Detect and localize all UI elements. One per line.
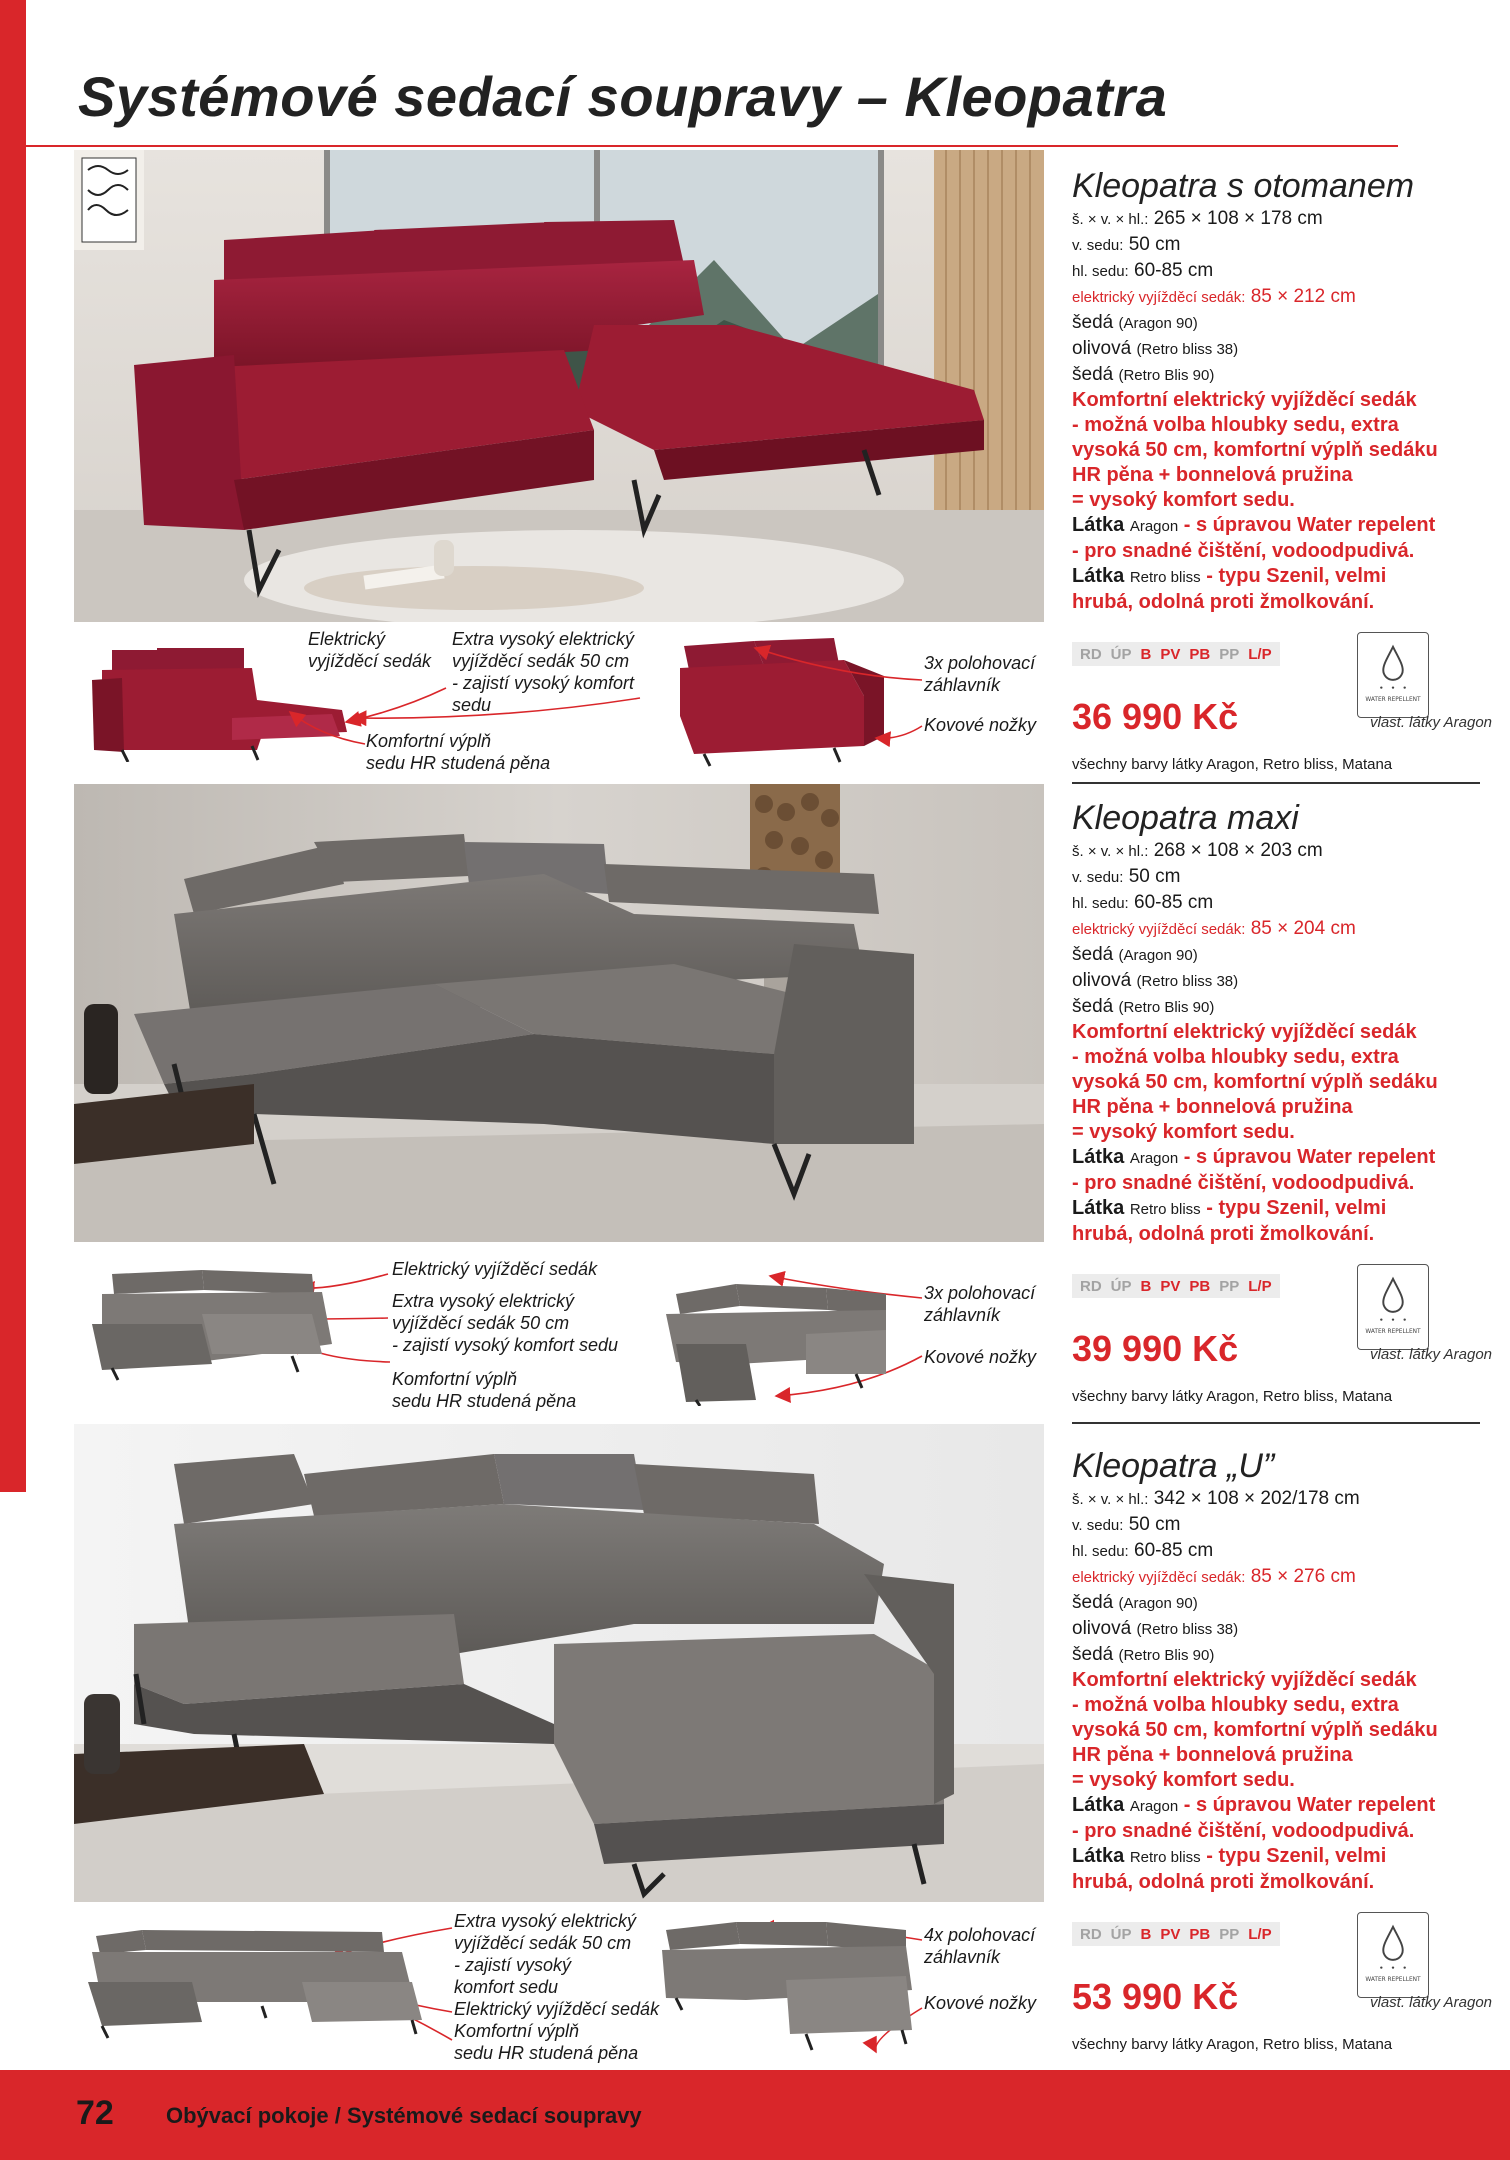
callout-metal-legs: Kovové nožky bbox=[924, 1993, 1037, 2013]
seat-height-value: 50 cm bbox=[1128, 866, 1181, 887]
price: 53 990 Kč bbox=[1072, 1976, 1239, 2017]
code-l-p: L/P bbox=[1248, 1925, 1272, 1943]
title-rule bbox=[26, 145, 1398, 147]
callout-extra-high-seat: Extra vysoký elektrický vyjížděcí sedák 50 cm - zajistí vysoký komfort sedu bbox=[392, 1291, 619, 1355]
code-pv: PV bbox=[1160, 1277, 1181, 1295]
code-úp: ÚP bbox=[1110, 1277, 1132, 1295]
product-photo-kleopatra-u bbox=[74, 1424, 1044, 1902]
section-divider bbox=[1072, 782, 1480, 784]
availability-codes bbox=[1072, 1922, 1280, 1946]
color-name: šedá bbox=[1072, 944, 1114, 965]
availability-codes bbox=[1072, 1274, 1280, 1298]
thumb-u-left bbox=[82, 1922, 430, 2040]
callout-metal-legs: Kovové nožky bbox=[924, 715, 1037, 735]
product-photo-kleopatra-maxi bbox=[74, 784, 1044, 1242]
own-fabric-note: vlast. látky Aragon bbox=[1370, 1994, 1492, 2011]
electric-seat-value: 85 × 212 cm bbox=[1250, 286, 1356, 307]
section-divider bbox=[1072, 1422, 1480, 1424]
code-pb: PB bbox=[1189, 1925, 1211, 1943]
water-repellent-badge bbox=[1357, 632, 1429, 718]
all-colors-note: všechny barvy látky Aragon, Retro bliss, Matana bbox=[1072, 1388, 1393, 1405]
product-description: Komfortní elektrický vyjížděcí sedák - možná volba hloubky sedu, extra vysoká 50 cm, komfortní výplň sedáku HR pěna + bonnelová pružina = vysoký komfort sedu. bbox=[1072, 1021, 1438, 1143]
spec-kleopatra-otoman: Kleopatra s otomanem š. × v. × hl.: 265 × 108 × 178 cm v. sedu: 50 cm hl. sedu: 60-85 cm elektrický vyjížděcí sedák: 85 × 212 cm šedá (Aragon 90) olivová (Retro bliss 38) šedá (Retro Blis 90) Komfortní elektrický vyjížděcí sedák - možná volba hloubky sedu, extra vysoká 50 cm, komfortní výplň sedáku HR pěna + bonnelová pružina = vysoký komfort sedu. Látka Aragon - s úpravou Water repelent - pro snadné čištění, vodoodpudivá. Látka Retro bliss - typu Szenil, velmi hrubá, odolná proti žmolkování. bbox=[1072, 166, 1492, 615]
water-repellent-badge bbox=[1357, 1912, 1429, 1998]
availability-codes bbox=[1072, 642, 1280, 666]
thumb-maxi-left bbox=[82, 1264, 344, 1382]
callout-headrests: 3x polohovací záhlavník bbox=[924, 653, 1036, 695]
code-pp: PP bbox=[1219, 1925, 1240, 1943]
dims-value: 268 × 108 × 203 cm bbox=[1153, 840, 1323, 861]
price-block-maxi bbox=[1072, 1274, 1492, 1424]
code-pb: PB bbox=[1189, 1277, 1211, 1295]
water-repellent-badge bbox=[1357, 1264, 1429, 1350]
water-drop-icon bbox=[1383, 1279, 1402, 1312]
all-colors-note: všechny barvy látky Aragon, Retro bliss, Matana bbox=[1072, 756, 1393, 773]
callout-electric-seat: Elektrický vyjížděcí sedák bbox=[392, 1259, 598, 1279]
color-name: olivová bbox=[1072, 970, 1132, 991]
seat-height-value: 50 cm bbox=[1128, 234, 1181, 255]
thumb-maxi-right bbox=[656, 1264, 896, 1406]
callout-headrests: 3x polohovací záhlavník bbox=[924, 1283, 1036, 1325]
seat-depth-value: 60-85 cm bbox=[1134, 260, 1214, 281]
own-fabric-note: vlast. látky Aragon bbox=[1370, 714, 1492, 731]
code-pv: PV bbox=[1160, 645, 1181, 663]
electric-seat-value: 85 × 276 cm bbox=[1250, 1566, 1356, 1587]
code-rd: RD bbox=[1080, 1925, 1102, 1943]
color-name: olivová bbox=[1072, 1618, 1132, 1639]
product-description: Komfortní elektrický vyjížděcí sedák - možná volba hloubky sedu, extra vysoká 50 cm, komfortní výplň sedáku HR pěna + bonnelová pružina = vysoký komfort sedu. bbox=[1072, 1669, 1438, 1791]
spec-kleopatra-u: Kleopatra „U” š. × v. × hl.: 342 × 108 × 202/178 cm v. sedu: 50 cm hl. sedu: 60-85 cm elektrický vyjížděcí sedák: 85 × 276 cm šedá (Aragon 90) olivová (Retro bliss 38) šedá (Retro Blis 90) Komfortní elektrický vyjížděcí sedák - možná volba hloubky sedu, extra vysoká 50 cm, komfortní výplň sedáku HR pěna + bonnelová pružina = vysoký komfort sedu. Látka Aragon - s úpravou Water repelent - pro snadné čištění, vodoodpudivá. Látka Retro bliss - typu Szenil, velmi hrubá, odolná proti žmolkování. bbox=[1072, 1446, 1492, 1895]
price: 36 990 Kč bbox=[1072, 696, 1239, 737]
thumb-otoman-right bbox=[674, 636, 888, 768]
svg-text:WATER REPELLENT: WATER REPELLENT bbox=[1365, 1329, 1421, 1336]
callout-comfort-filling: Komfortní výplň sedu HR studená pěna bbox=[454, 2021, 639, 2063]
code-l-p: L/P bbox=[1248, 645, 1272, 663]
callout-electric-seat: Elektrický vyjížděcí sedák bbox=[454, 1999, 660, 2019]
page-title: Systémové sedací soupravy – Kleopatra bbox=[78, 65, 1168, 128]
code-pp: PP bbox=[1219, 1277, 1240, 1295]
svg-text:WATER REPELLENT: WATER REPELLENT bbox=[1365, 1977, 1421, 1984]
code-rd: RD bbox=[1080, 645, 1102, 663]
color-name: šedá bbox=[1072, 1644, 1114, 1665]
page-number: 72 bbox=[76, 2094, 114, 2132]
product-name: Kleopatra s otomanem bbox=[1072, 167, 1415, 205]
product-name: Kleopatra maxi bbox=[1072, 799, 1299, 837]
code-úp: ÚP bbox=[1110, 1925, 1132, 1943]
dims-value: 265 × 108 × 178 cm bbox=[1153, 208, 1323, 229]
price-block-otoman bbox=[1072, 642, 1492, 792]
electric-seat-value: 85 × 204 cm bbox=[1250, 918, 1356, 939]
footer-section-title: Obývací pokoje / Systémové sedací soupravy bbox=[166, 2103, 642, 2128]
callout-comfort-filling: Komfortní výplň sedu HR studená pěna bbox=[366, 731, 551, 773]
color-name: šedá bbox=[1072, 996, 1114, 1017]
code-pp: PP bbox=[1219, 645, 1240, 663]
seat-height-value: 50 cm bbox=[1128, 1514, 1181, 1535]
left-accent-bar bbox=[0, 0, 26, 1492]
callout-electric-seat: Elektrický vyjížděcí sedák bbox=[308, 629, 432, 671]
code-b: B bbox=[1140, 1925, 1152, 1943]
thumb-u-right bbox=[656, 1910, 918, 2056]
water-drop-icon bbox=[1383, 647, 1402, 680]
color-name: šedá bbox=[1072, 1592, 1114, 1613]
callout-extra-high-seat: Extra vysoký elektrický vyjížděcí sedák 50 cm - zajistí vysoký komfort sedu bbox=[452, 629, 635, 715]
product-photo-kleopatra-otoman bbox=[74, 150, 1044, 622]
svg-text:WATER REPELLENT: WATER REPELLENT bbox=[1365, 697, 1421, 704]
code-rd: RD bbox=[1080, 1277, 1102, 1295]
callout-comfort-filling: Komfortní výplň sedu HR studená pěna bbox=[392, 1369, 577, 1411]
color-name: šedá bbox=[1072, 312, 1114, 333]
dims-value: 342 × 108 × 202/178 cm bbox=[1153, 1488, 1360, 1509]
water-drop-icon bbox=[1383, 1927, 1402, 1960]
code-pb: PB bbox=[1189, 645, 1211, 663]
seat-depth-value: 60-85 cm bbox=[1134, 892, 1214, 913]
code-b: B bbox=[1140, 645, 1152, 663]
callout-metal-legs: Kovové nožky bbox=[924, 1347, 1037, 1367]
price: 39 990 Kč bbox=[1072, 1328, 1239, 1369]
color-name: olivová bbox=[1072, 338, 1132, 359]
code-pv: PV bbox=[1160, 1925, 1181, 1943]
own-fabric-note: vlast. látky Aragon bbox=[1370, 1346, 1492, 1363]
code-úp: ÚP bbox=[1110, 645, 1132, 663]
code-b: B bbox=[1140, 1277, 1152, 1295]
all-colors-note: všechny barvy látky Aragon, Retro bliss, Matana bbox=[1072, 2036, 1393, 2053]
color-name: šedá bbox=[1072, 364, 1114, 385]
thumb-otoman-left bbox=[82, 640, 360, 762]
callout-extra-high-seat: Extra vysoký elektrický vyjížděcí sedák 50 cm - zajistí vysoký komfort sedu bbox=[454, 1911, 637, 1997]
code-l-p: L/P bbox=[1248, 1277, 1272, 1295]
product-name: Kleopatra „U” bbox=[1072, 1447, 1275, 1485]
product-description: Komfortní elektrický vyjížděcí sedák - možná volba hloubky sedu, extra vysoká 50 cm, komfortní výplň sedáku HR pěna + bonnelová pružina = vysoký komfort sedu. bbox=[1072, 389, 1438, 511]
callout-headrests: 4x polohovací záhlavník bbox=[924, 1925, 1036, 1967]
price-block-u bbox=[1072, 1922, 1492, 2072]
spec-kleopatra-maxi: Kleopatra maxi š. × v. × hl.: 268 × 108 × 203 cm v. sedu: 50 cm hl. sedu: 60-85 cm elektrický vyjížděcí sedák: 85 × 204 cm šedá (Aragon 90) olivová (Retro bliss 38) šedá (Retro Blis 90) Komfortní elektrický vyjížděcí sedák - možná volba hloubky sedu, extra vysoká 50 cm, komfortní výplň sedáku HR pěna + bonnelová pružina = vysoký komfort sedu. Látka Aragon - s úpravou Water repelent - pro snadné čištění, vodoodpudivá. Látka Retro bliss - typu Szenil, velmi hrubá, odolná proti žmolkování. bbox=[1072, 798, 1492, 1247]
seat-depth-value: 60-85 cm bbox=[1134, 1540, 1214, 1561]
